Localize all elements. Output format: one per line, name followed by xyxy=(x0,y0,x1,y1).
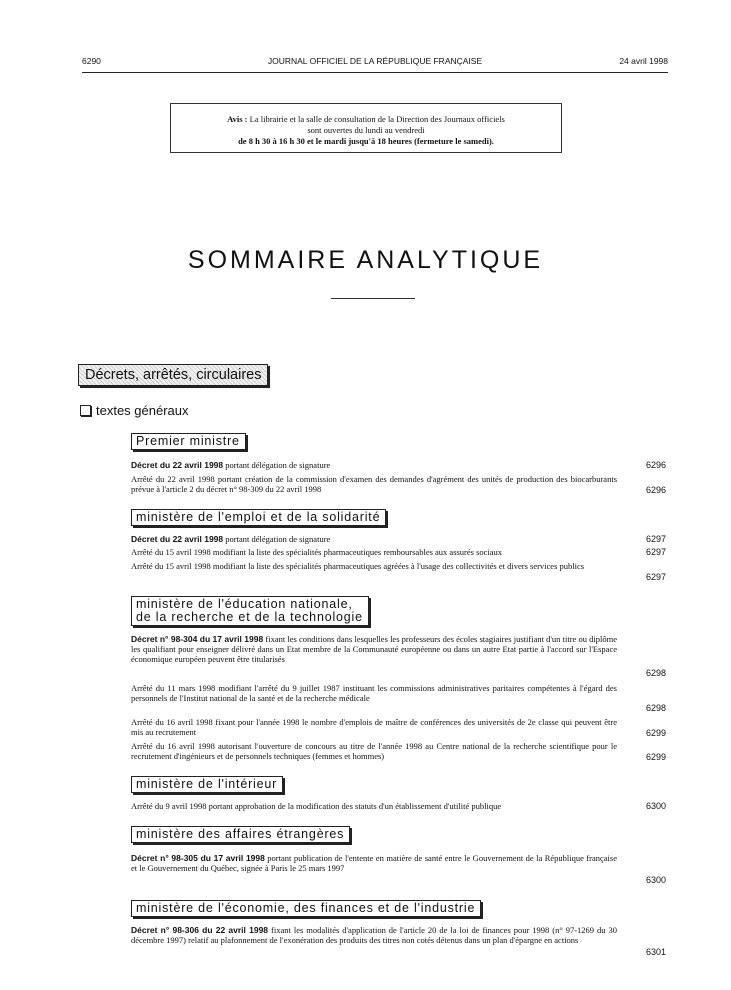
entry-text: portant publication de l'entente en matière de santé entre le Gouvernement de la République française et le Gouvernement du Québec, signée à Paris le 25 mars 1997 xyxy=(131,853,617,873)
entry-title: Décret n° 98-306 du 22 avril 1998 xyxy=(131,925,269,935)
entry-page: 6299 xyxy=(645,728,666,738)
subsection-heading xyxy=(80,403,189,418)
ministry-heading: ministère de l'intérieur xyxy=(131,776,283,793)
entry-title: Décret n° 98-305 du 17 avril 1998 xyxy=(131,853,265,863)
list-item xyxy=(131,801,617,811)
list-item xyxy=(131,683,617,703)
list-item xyxy=(131,925,617,945)
entry-text: Arrêté du 9 avril 1998 portant approbation de la modification des statuts d'un établissement d'utilité publique xyxy=(131,801,502,811)
entry-page: 6298 xyxy=(645,703,666,713)
ministry-heading: ministère de l'économie, des finances et de l'industrie xyxy=(131,900,481,917)
header-rule xyxy=(82,72,668,73)
ministry-heading: ministère des affaires étrangères xyxy=(131,826,350,843)
page-header xyxy=(82,56,668,70)
page-title: SOMMAIRE ANALYTIQUE xyxy=(187,246,544,274)
entry-page: 6297 xyxy=(645,572,666,582)
entry-page: 6300 xyxy=(645,875,666,885)
entry-title: Décret n° 98-304 du 17 avril 1998 xyxy=(131,634,264,644)
section-heading: Décrets, arrêtés, circulaires xyxy=(78,364,268,386)
list-item xyxy=(131,460,617,470)
notice-label: Avis : xyxy=(227,114,248,124)
list-item xyxy=(131,534,617,544)
entry-title: Décret du 22 avril 1998 xyxy=(131,460,224,470)
list-item xyxy=(131,717,617,737)
notice-line-2: sont ouvertes du lundi au vendredi xyxy=(307,125,425,135)
entry-page: 6299 xyxy=(645,752,666,762)
notice-line-3: de 8 h 30 à 16 h 30 et le mardi jusqu'à 18 heures (fermeture le samedi). xyxy=(238,136,494,146)
issue-date: 24 avril 1998 xyxy=(619,56,668,66)
entry-text: Arrêté du 16 avril 1998 fixant pour l'année 1998 le nombre d'emplois de maître de conférences des universités de 2e classe qui peuvent être mis au recrutement xyxy=(131,717,617,737)
ministry-heading: ministère de l'emploi et de la solidarité xyxy=(131,509,386,526)
entry-text: Arrêté du 15 avril 1998 modifiant la liste des spécialités pharmaceutiques agréées à l'usage des collectivités et divers services publics xyxy=(131,561,585,571)
entry-text: portant délégation de signature xyxy=(223,460,331,470)
ministry-heading xyxy=(131,596,369,626)
list-item xyxy=(131,634,617,664)
entry-text: fixant les conditions dans lesquelles les professeurs des écoles stagiaires justifiant d'un titre ou diplôme les qualifiant pour enseigner délivré dans un Etat membre de la Communauté européenne ou dans un autre Etat partie à l'accord sur l'Espace économique européen peuvent être titularisés xyxy=(131,634,618,664)
title-rule xyxy=(331,298,415,299)
page-number: 6290 xyxy=(82,56,101,66)
list-item xyxy=(131,474,617,494)
entry-page: 6301 xyxy=(645,947,666,957)
ministry-heading-line-1: ministère de l'éducation nationale, xyxy=(136,597,353,611)
list-item xyxy=(131,853,617,873)
entry-text: Arrêté du 11 mars 1998 modifiant l'arrêté du 9 juillet 1987 instituant les commissions administratives paritaires compétentes à l'égard des personnels de l'Institut national de la santé et de la recherche médicale xyxy=(131,683,617,703)
ministry-heading: Premier ministre xyxy=(131,433,246,450)
checkbox-icon xyxy=(80,405,91,416)
entry-text: Arrêté du 16 avril 1998 autorisant l'ouverture de concours au titre de l'année 1998 au Centre national de la recherche scientifique pour le recrutement d'ingénieurs et de personnels techniques (femmes et hommes) xyxy=(131,741,617,761)
entry-page: 6296 xyxy=(645,460,666,470)
entry-page: 6298 xyxy=(645,668,666,678)
entry-page: 6297 xyxy=(645,547,666,557)
entry-text: Arrêté du 15 avril 1998 modifiant la liste des spécialités pharmaceutiques remboursables aux assurés sociaux xyxy=(131,547,503,557)
entry-text: fixant les modalités d'application de l'article 20 de la loi de finances pour 1998 (n° 97-1269 du 30 décembre 1997) relatif au plafonnement de l'exonération des produits des titres non cotés détenus dans un plan d'épargne en actions xyxy=(131,925,618,945)
entry-page: 6296 xyxy=(645,485,666,495)
entry-page: 6297 xyxy=(645,534,666,544)
entry-title: Décret du 22 avril 1998 xyxy=(131,534,224,544)
entry-text: portant délégation de signature xyxy=(223,534,331,544)
subsection-label: textes généraux xyxy=(96,403,189,418)
journal-title: JOURNAL OFFICIEL DE LA RÉPUBLIQUE FRANÇAISE xyxy=(267,56,483,66)
entry-page: 6300 xyxy=(645,801,666,811)
list-item xyxy=(131,561,617,571)
list-item xyxy=(131,547,617,557)
notice-box xyxy=(170,103,562,153)
entry-text: Arrêté du 22 avril 1998 portant création de la commission d'examen des demandes d'agrément des unités de production des biocarburants prévue à l'article 2 du décret n° 98-309 du 22 avril 1998 xyxy=(131,474,617,494)
list-item xyxy=(131,741,617,761)
notice-line-1: La librairie et la salle de consultation de la Direction des Journaux officiels xyxy=(249,114,505,124)
ministry-heading-line-2: de la recherche et de la technologie xyxy=(136,610,363,624)
